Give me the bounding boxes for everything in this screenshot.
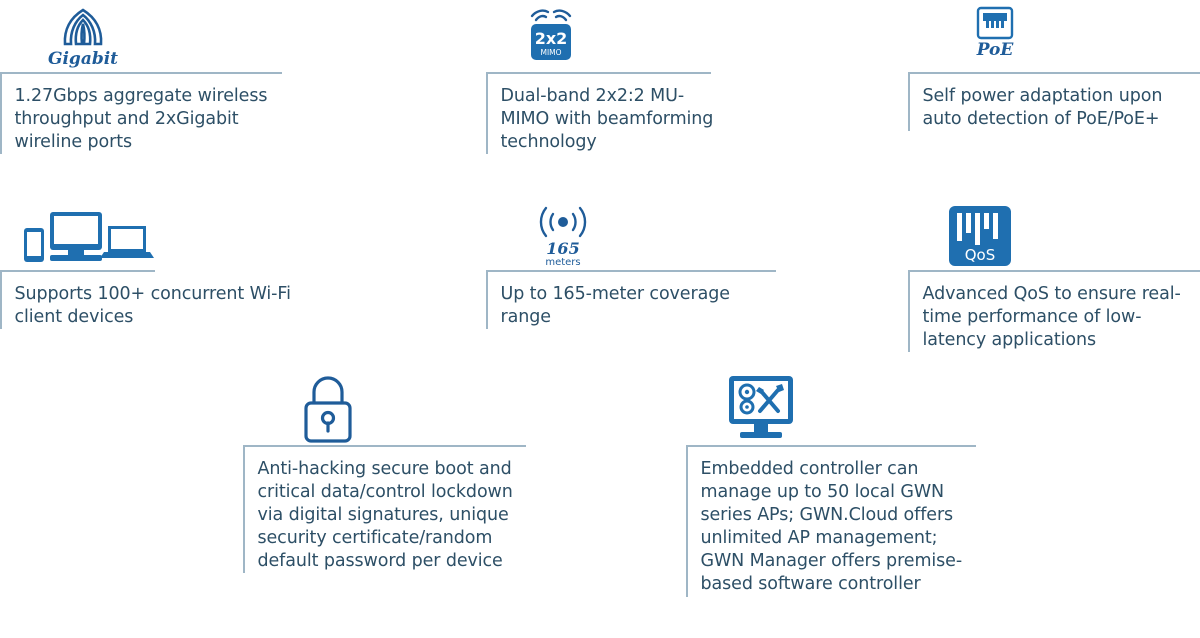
- vertical-rule: [0, 272, 2, 329]
- caption-block: [0, 272, 300, 329]
- feature-caption: Dual-band 2x2:2 MU-MIMO with beamforming technology: [500, 86, 714, 153]
- feature-poe-adaptation: [908, 0, 1200, 131]
- caption-block: [486, 74, 716, 154]
- svg-text:165: 165: [546, 239, 580, 258]
- svg-text:PoE: PoE: [976, 40, 1014, 60]
- gigabit-antenna-icon: [0, 0, 300, 72]
- divider: [486, 72, 716, 74]
- padlock-icon: [243, 373, 528, 445]
- divider: [908, 270, 1200, 272]
- feature-coverage-range: [486, 198, 778, 329]
- vertical-rule: [243, 447, 245, 573]
- caption-block: [686, 447, 978, 597]
- divider: [486, 270, 778, 272]
- svg-text:Gigabit: Gigabit: [47, 49, 119, 69]
- feature-caption: Self power adaptation upon auto detection of PoE/PoE+: [922, 86, 1163, 130]
- feature-caption: Supports 100+ concurrent Wi-Fi client devices: [14, 284, 291, 328]
- vertical-rule: [908, 74, 910, 131]
- feature-caption: Up to 165-meter coverage range: [500, 284, 730, 328]
- feature-advanced-qos: [908, 198, 1200, 352]
- feature-caption: Anti-hacking secure boot and critical data/control lockdown via digital signatures, unique security certificate/random default password per device: [257, 459, 513, 572]
- vertical-rule: [486, 74, 488, 154]
- caption-block: [908, 272, 1200, 352]
- signal-range-icon: [486, 198, 778, 270]
- 2x2-mimo-icon: [486, 0, 716, 72]
- svg-text:2x2: 2x2: [534, 29, 568, 48]
- divider: [686, 445, 978, 447]
- caption-block: [243, 447, 528, 573]
- vertical-rule: [686, 447, 688, 597]
- feature-embedded-controller: [686, 373, 978, 597]
- poe-port-icon: [908, 0, 1200, 72]
- feature-caption: 1.27Gbps aggregate wireless throughput and 2xGigabit wireline ports: [14, 86, 268, 153]
- vertical-rule: [0, 74, 2, 154]
- qos-equalizer-icon: [908, 198, 1200, 270]
- feature-caption: Advanced QoS to ensure real-time performance of low-latency applications: [922, 284, 1181, 351]
- feature-caption: Embedded controller can manage up to 50 local GWN series APs; GWN.Cloud offers unlimited AP management; GWN Manager offers premise-based software controller: [700, 459, 963, 595]
- feature-secure-boot: [243, 373, 528, 573]
- feature-concurrent-clients: [0, 198, 300, 329]
- devices-icon: [0, 198, 300, 270]
- divider: [243, 445, 528, 447]
- vertical-rule: [908, 272, 910, 352]
- svg-text:meters: meters: [545, 257, 581, 268]
- caption-block: [0, 74, 300, 154]
- svg-text:QoS: QoS: [964, 246, 996, 264]
- feature-dual-band-mimo: [486, 0, 716, 154]
- divider: [0, 270, 300, 272]
- vertical-rule: [486, 272, 488, 329]
- svg-text:MIMO: MIMO: [540, 48, 562, 57]
- divider: [0, 72, 300, 74]
- feature-gigabit-throughput: [0, 0, 300, 154]
- monitor-tools-icon: [686, 373, 978, 445]
- divider: [908, 72, 1200, 74]
- caption-block: [908, 74, 1200, 131]
- caption-block: [486, 272, 778, 329]
